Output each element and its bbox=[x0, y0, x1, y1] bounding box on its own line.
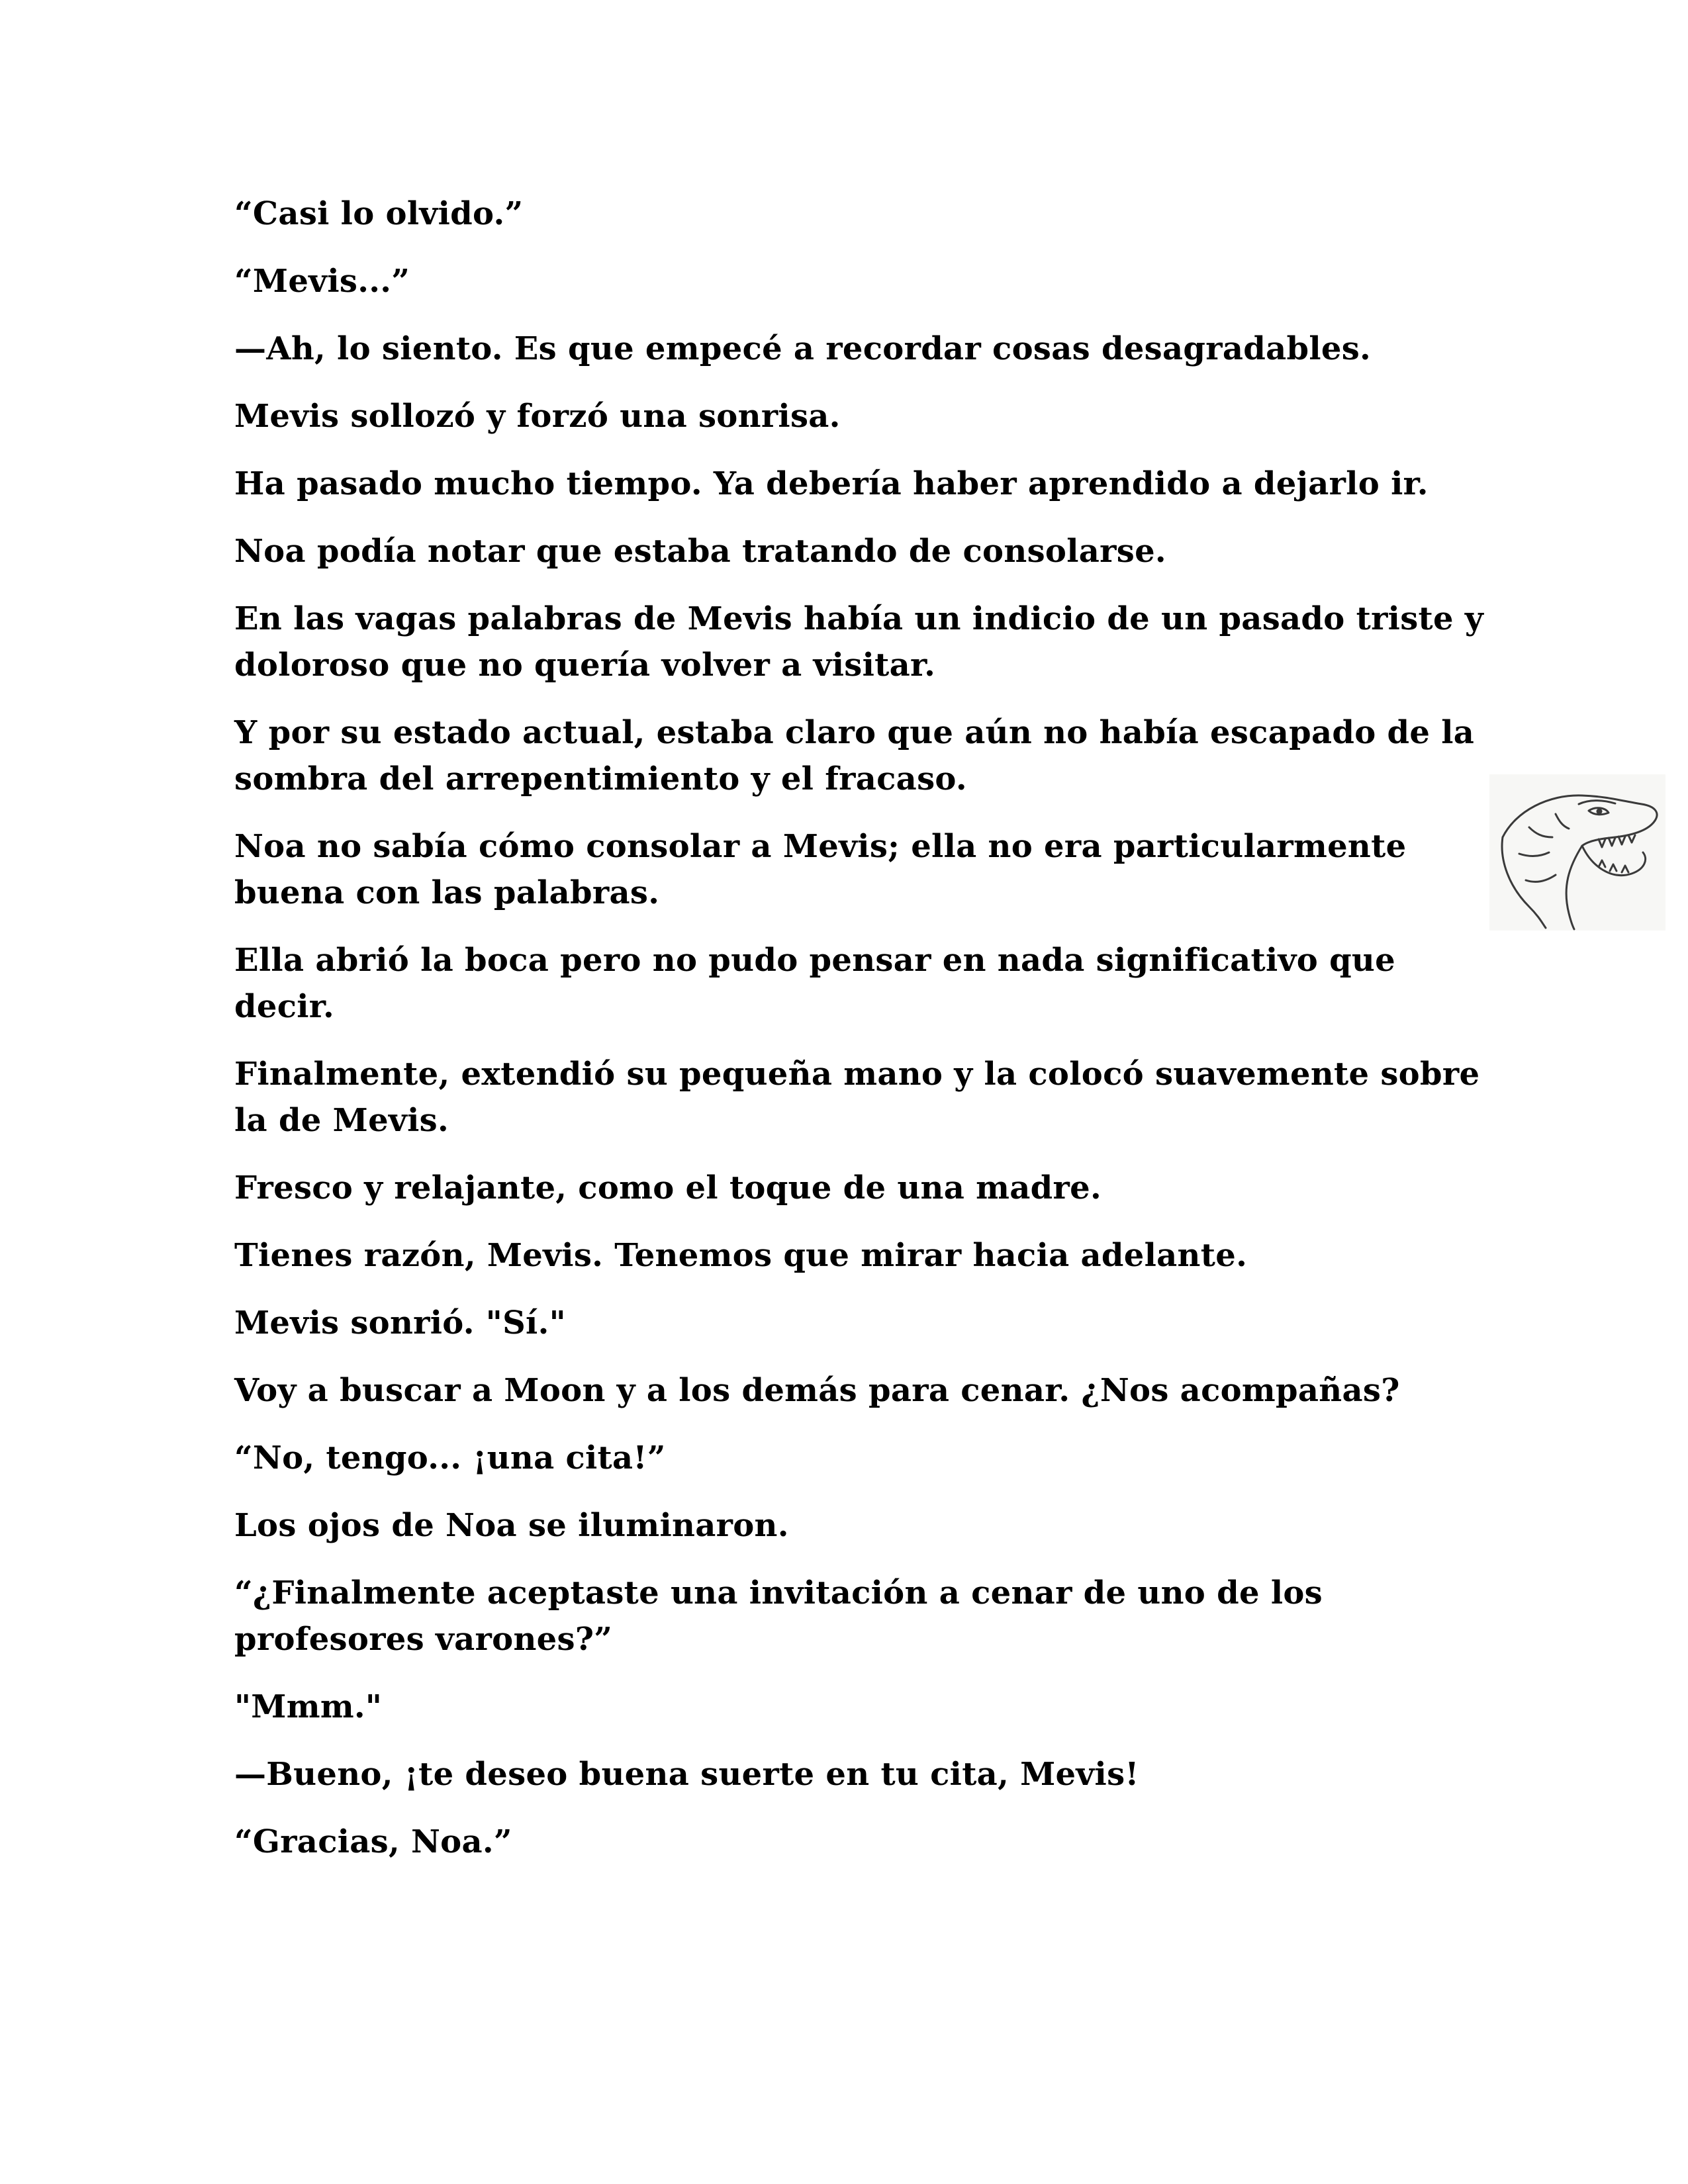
dinosaur-head-icon bbox=[1489, 774, 1665, 931]
paragraph: “Casi lo olvido.” bbox=[234, 195, 524, 232]
paragraph: “Gracias, Noa.” bbox=[234, 1823, 512, 1860]
paragraph: Ha pasado mucho tiempo. Ya debería haber aprendido a dejarlo ir. bbox=[234, 465, 1429, 502]
paragraph: —Bueno, ¡te deseo buena suerte en tu cita, Mevis! bbox=[234, 1756, 1139, 1793]
text-body bbox=[234, 191, 1492, 1886]
paragraph: Tienes razón, Mevis. Tenemos que mirar hacia adelante. bbox=[234, 1237, 1248, 1274]
paragraph: "Mmm." bbox=[234, 1688, 383, 1725]
paragraph: Fresco y relajante, como el toque de una madre. bbox=[234, 1169, 1102, 1206]
paragraph: En las vagas palabras de Mevis había un indicio de un pasado triste y doloroso que no quería volver a visitar. bbox=[234, 600, 1484, 684]
paragraph: Ella abrió la boca pero no pudo pensar en nada significativo que decir. bbox=[234, 942, 1395, 1025]
paragraph: Los ojos de Noa se iluminaron. bbox=[234, 1507, 789, 1544]
paragraph: Voy a buscar a Moon y a los demás para cenar. ¿Nos acompañas? bbox=[234, 1372, 1400, 1409]
paragraph: Finalmente, extendió su pequeña mano y la colocó suavemente sobre la de Mevis. bbox=[234, 1056, 1480, 1139]
paragraph: Mevis sollozó y forzó una sonrisa. bbox=[234, 398, 841, 435]
paragraph: Mevis sonrió. "Sí." bbox=[234, 1304, 566, 1342]
paragraph: “¿Finalmente aceptaste una invitación a cenar de uno de los profesores varones?” bbox=[234, 1574, 1323, 1658]
paragraph: “No, tengo... ¡una cita!” bbox=[234, 1439, 666, 1477]
paragraph: Noa no sabía cómo consolar a Mevis; ella no era particularmente buena con las palabras. bbox=[234, 828, 1407, 911]
paragraph: Y por su estado actual, estaba claro que aún no había escapado de la sombra del arrepentimiento y el fracaso. bbox=[234, 714, 1475, 797]
paragraph: “Mevis...” bbox=[234, 263, 410, 300]
paragraph: Noa podía notar que estaba tratando de consolarse. bbox=[234, 533, 1166, 570]
paragraph: —Ah, lo siento. Es que empecé a recordar cosas desagradables. bbox=[234, 330, 1372, 367]
